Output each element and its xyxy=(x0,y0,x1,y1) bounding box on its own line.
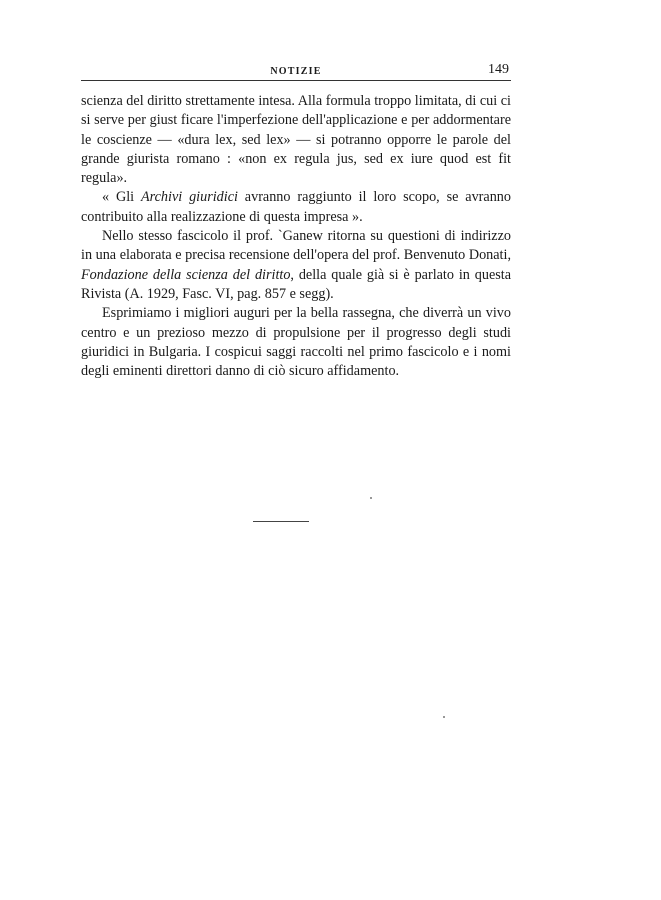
scan-speck xyxy=(443,716,445,718)
paragraph-1 xyxy=(81,92,511,188)
paragraph-3-text-b: , della quale già si è parlato in questa Rivista (A. 1929, Fasc. VI, pag. 857 e segg). xyxy=(81,266,511,302)
page-number: 149 xyxy=(488,62,509,77)
paragraph-1-text: scienza del diritto strettamente intesa. Alla formula troppo limitata, di cui ci si serve per giust ficare l'imperfezione dell'applicazione e per addormentare le coscienze — «dura lex, sed lex» — si potranno opporre le parole del grande giurista romano : «non ex regula jus, sed ex iure quod est fit regula». xyxy=(81,93,511,187)
scan-speck xyxy=(370,497,372,499)
paragraph-3-text-a: Nello stesso fascicolo il prof. `Ganew ritorna su questioni di indirizzo in una elaborata e precisa recensione dell'opera del prof. Benvenuto Donati, xyxy=(81,228,511,264)
paragraph-3-italic-title: Fondazione della scienza del diritto xyxy=(81,266,291,283)
paragraph-3 xyxy=(81,227,511,304)
header-rule xyxy=(81,80,511,81)
paragraph-4-text: Esprimiamo i migliori auguri per la bella rassegna, che diverrà un vivo centro e un prezioso mezzo di propulsione per il progresso degli studi giuridici in Bulgaria. I cospicui saggi raccolti nel primo fascicolo e i nomi degli eminenti direttori danno di ciò sicuro affidamento. xyxy=(81,305,511,380)
paragraph-2-text-b: avranno raggiunto il loro scopo, se avranno contribuito alla realizzazione di questa impresa ». xyxy=(81,189,511,225)
paragraph-2 xyxy=(81,188,511,227)
body-text xyxy=(81,92,511,381)
running-head xyxy=(81,62,511,82)
paragraph-2-italic-title: Archivi giuridici xyxy=(140,189,238,206)
paragraph-2-text-a: « Gli xyxy=(102,189,141,206)
paragraph-4 xyxy=(81,304,511,381)
running-title: NOTIZIE xyxy=(270,66,322,77)
section-divider xyxy=(253,521,309,522)
